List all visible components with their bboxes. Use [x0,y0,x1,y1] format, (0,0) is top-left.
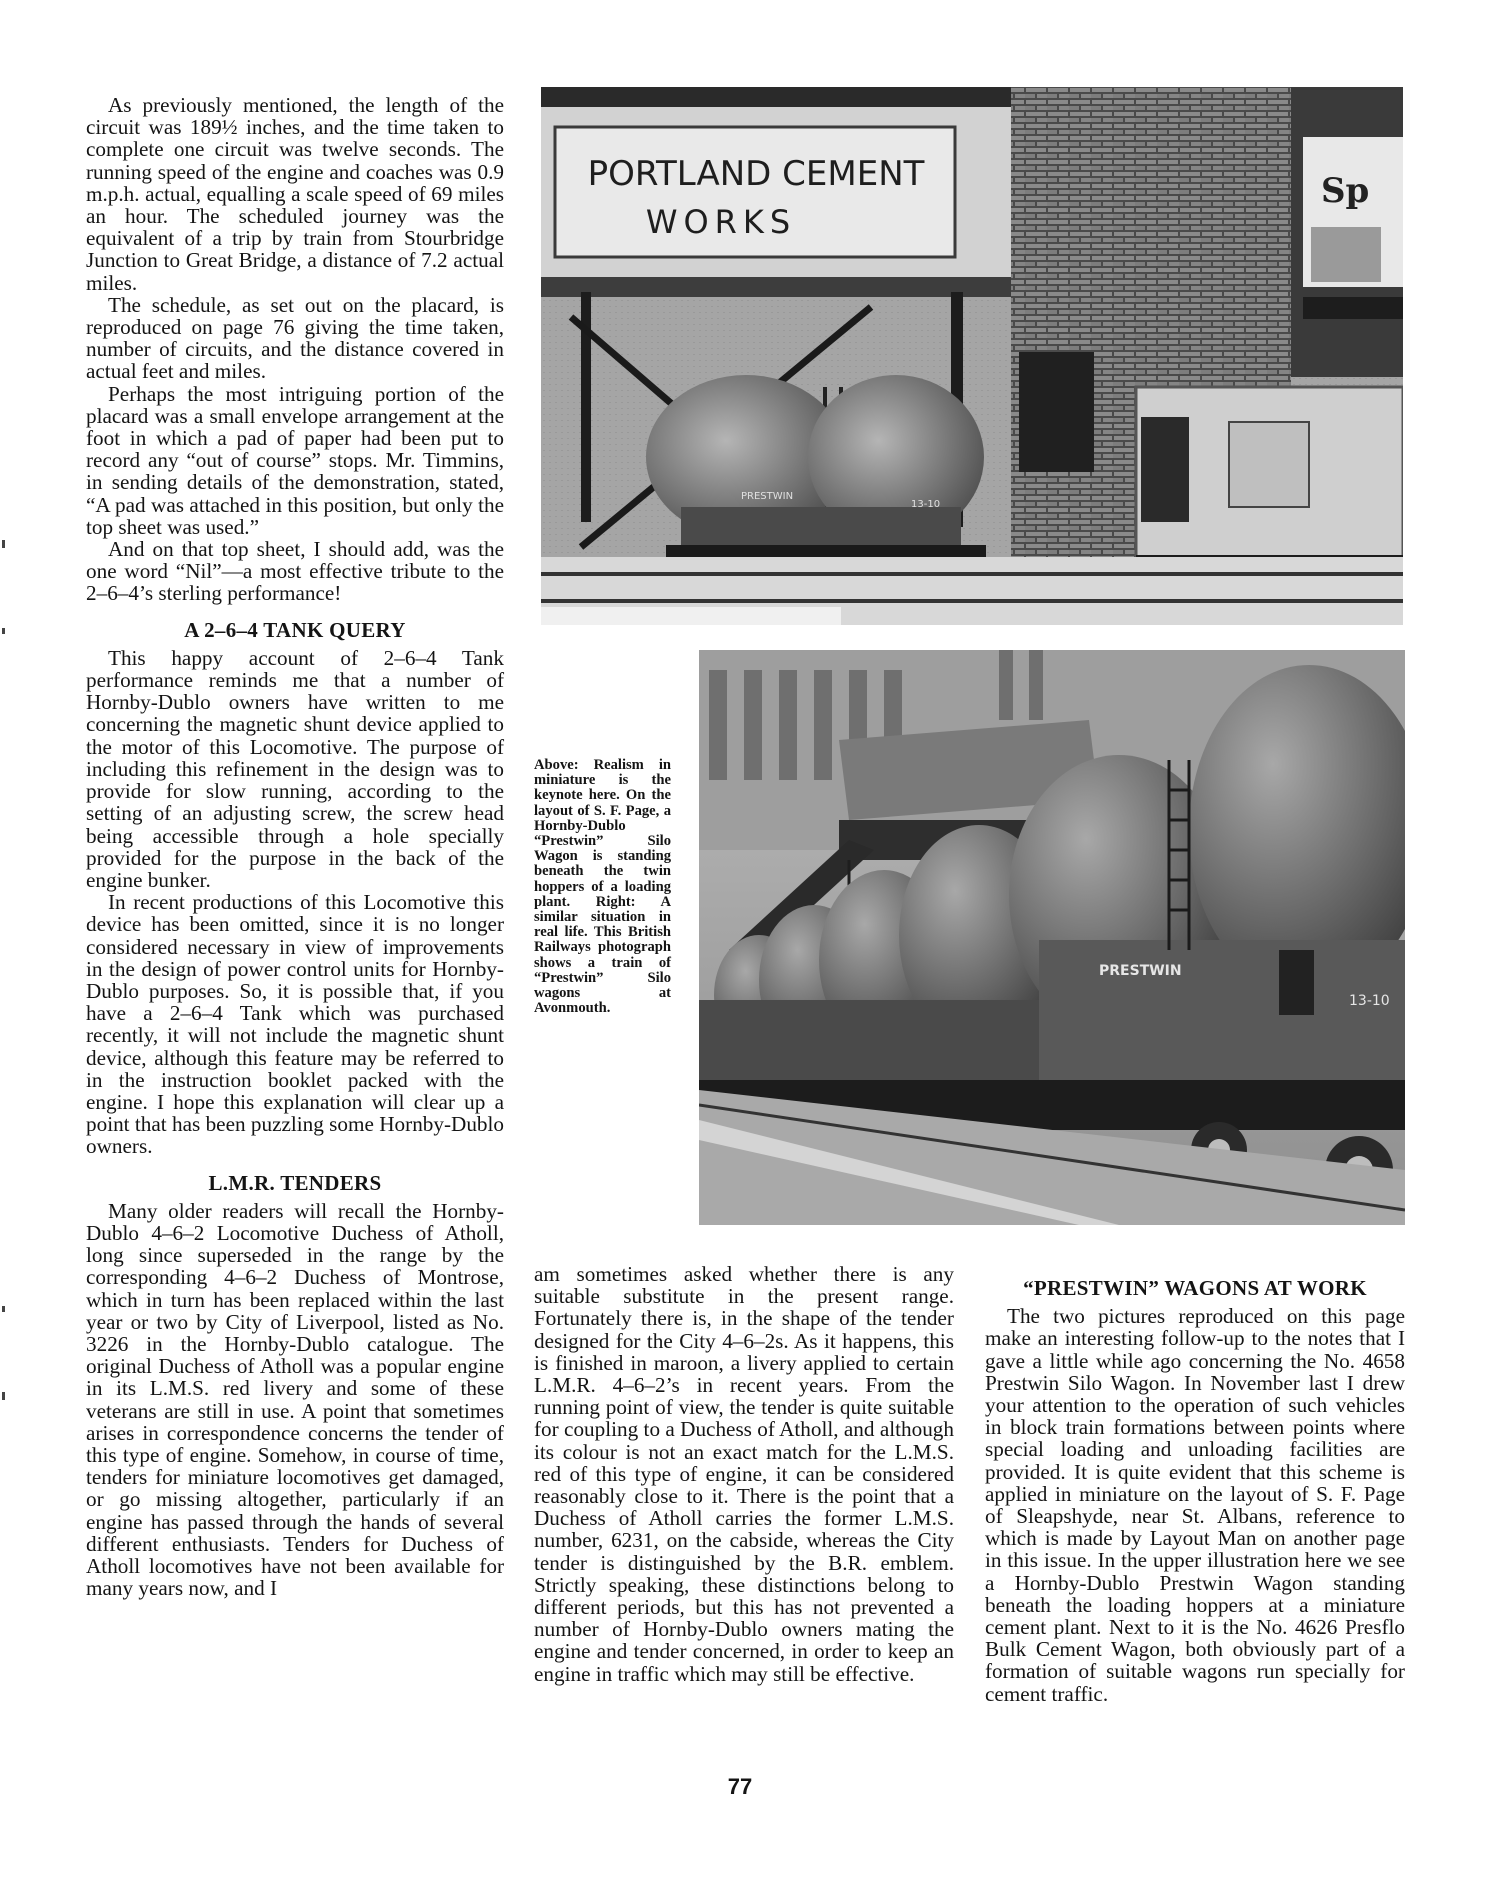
section-heading-prestwin: “PRESTWIN” WAGONS AT WORK [1023,1276,1367,1300]
paragraph: Perhaps the most intriguing portion of the placard was a small envelope arrangement at the foot in which a pad of paper had been put to record any “out of course” stops. Mr. Timmins, in sending details of the demonstration, stated, “A pad was attached in this position, but only the top sheet was used.” [86,381,504,539]
section-heading-tank-query: A 2–6–4 TANK QUERY [184,617,406,642]
sign-line1: PORTLAND CEMENT [587,154,925,194]
paragraph: am sometimes asked whether there is any suitable substitute in the present range. Fortunately there is, in the shape of the tender designed for the City 4–6–2s. As it happens, this is finished in maroon, a livery applied to certain L.M.R. 4–6–2’s in recent years. From the running point of view, the tender is quite suitable for coupling to a Duchess of Atholl, and although its colour is not an exact match for the L.M.S. red of this type of engine, it can be considered reasonably close to it. There is the point that a Duchess of Atholl carries the former L.M.S. number, 6231, on the cabside, whereas the City tender is distinguished by the B.R. emblem. Strictly speaking, these distinctions belong to different periods, but this has not prevented a number of Hornby-Dublo owners mating the engine and tender concerned, in order to keep an engine in traffic which may still be effective. [534,1262,954,1686]
photo-model-cement-works [541,87,1403,625]
photo-real-prestwin-train [699,650,1405,1225]
photo-real-prestwin-train-image [699,650,1405,1225]
wagon-number: 13-10 [1349,993,1390,1009]
section-heading-lmr-tenders: L.M.R. TENDERS [208,1170,382,1195]
paragraph: The two pictures reproduced on this page make an interesting follow-up to the notes that I gave a little while ago concerning the No. 4658 Prestwin Silo Wagon. In November last I drew your attention to the operation of such vehicles in block train formations between points where special loading and unloading facilities are provided. It is quite evident that this scheme is applied in miniature on the layout of S. F. Page of Sleapshyde, near St. Albans, reference to which is made by Layout Man on another page in this issue. In the upper illustration here we see a Hornby-Dublo Prestwin Wagon standing beneath the loading hoppers at a miniature cement plant. Next to it is the No. 4626 Presflo Bulk Cement Wagon, both obviously part of a formation of suitable wagons run specially for cement traffic. [985,1304,1405,1706]
right-column [985,1277,1405,1705]
paragraph: As previously mentioned, the length of the circuit was 189½ inches, and the time taken to complete one circuit was twelve seconds. The running speed of the engine and coaches was 0.9 m.p.h. actual, equalling a scale speed of 69 miles an hour. The scheduled journey was the equivalent of a trip by train from Stourbridge Junction to Great Bridge, a distance of 7.2 actual miles. [86,93,504,295]
sign-line2: WORKS [645,203,797,241]
scan-mark [2,1392,5,1400]
wagon-number: 13-10 [911,499,941,510]
paragraph: In recent productions of this Locomotive this device has been omitted, since it is no longer considered necessary in view of improvements in the design of power control units for Hornby-Dublo purposes. So, it is possible that, if you have a 2–6–4 Tank which was purchased recently, it will not include the magnetic shunt device, although this feature may be referred to in the instruction booklet packed with the engine. I hope this explanation will clear up a point that has been puzzling some Hornby-Dublo owners. [86,890,504,1159]
scan-mark [2,540,5,548]
scan-mark [2,628,5,634]
svg-text:Sp: Sp [1321,171,1370,211]
paragraph: The schedule, as set out on the placard, is reproduced on page 76 giving the time taken, number of circuits, and the distance covered in actual feet and miles. [86,292,504,384]
wagon-lettering: PRESTWIN [1099,963,1182,979]
wagon-lettering: PRESTWIN [741,491,794,502]
paragraph: This happy account of 2–6–4 Tank performance reminds me that a number of Hornby-Dublo owners have written to me concerning the magnetic shunt device applied to the motor of this Locomotive. The purpose of including this refinement in the design was to provide for slow running, according to the setting of an adjusting screw, the screw head being accessible through a hole specially provided for the purpose in the back of the engine bunker. [86,645,504,892]
paragraph: And on that top sheet, I should add, was the one word “Nil”—a most effective tribute to the 2–6–4’s sterling performance! [86,537,504,606]
middle-column [534,1263,954,1685]
scan-mark [2,1306,5,1312]
photo-caption: Above: Realism in miniature is the keynote here. On the layout of S. F. Page, a Hornby-Dublo “Prestwin” Silo Wagon is standing beneath the twin hoppers of a loading plant. Right: A similar situation in real life. This British Railways photograph shows a train of “Prestwin” Silo wagons at Avonmouth. [534,757,671,1017]
page-number: 77 [727,1774,753,1799]
left-column [86,94,504,1599]
paragraph: Many older readers will recall the Hornby-Dublo 4–6–2 Locomotive Duchess of Atholl, long since superseded in the range by the corresponding 4–6–2 Duchess of Montrose, which in turn has been replaced within the last year or two by City of Liverpool, listed as No. 3226 in the Hornby-Dublo catalogue. The original Duchess of Atholl was a popular engine in its L.M.S. red livery and some of these veterans are still in use. A point that sometimes arises in correspondence concerns the tender of this type of engine. Somehow, in course of time, tenders for miniature locomotives get damaged, or go missing altogether, particularly if an engine has passed through the hands of several different enthusiasts. Tenders for Duchess of Atholl locomotives have not been available for many years now, and I [86,1198,504,1601]
photo-model-cement-works-image [541,87,1403,625]
